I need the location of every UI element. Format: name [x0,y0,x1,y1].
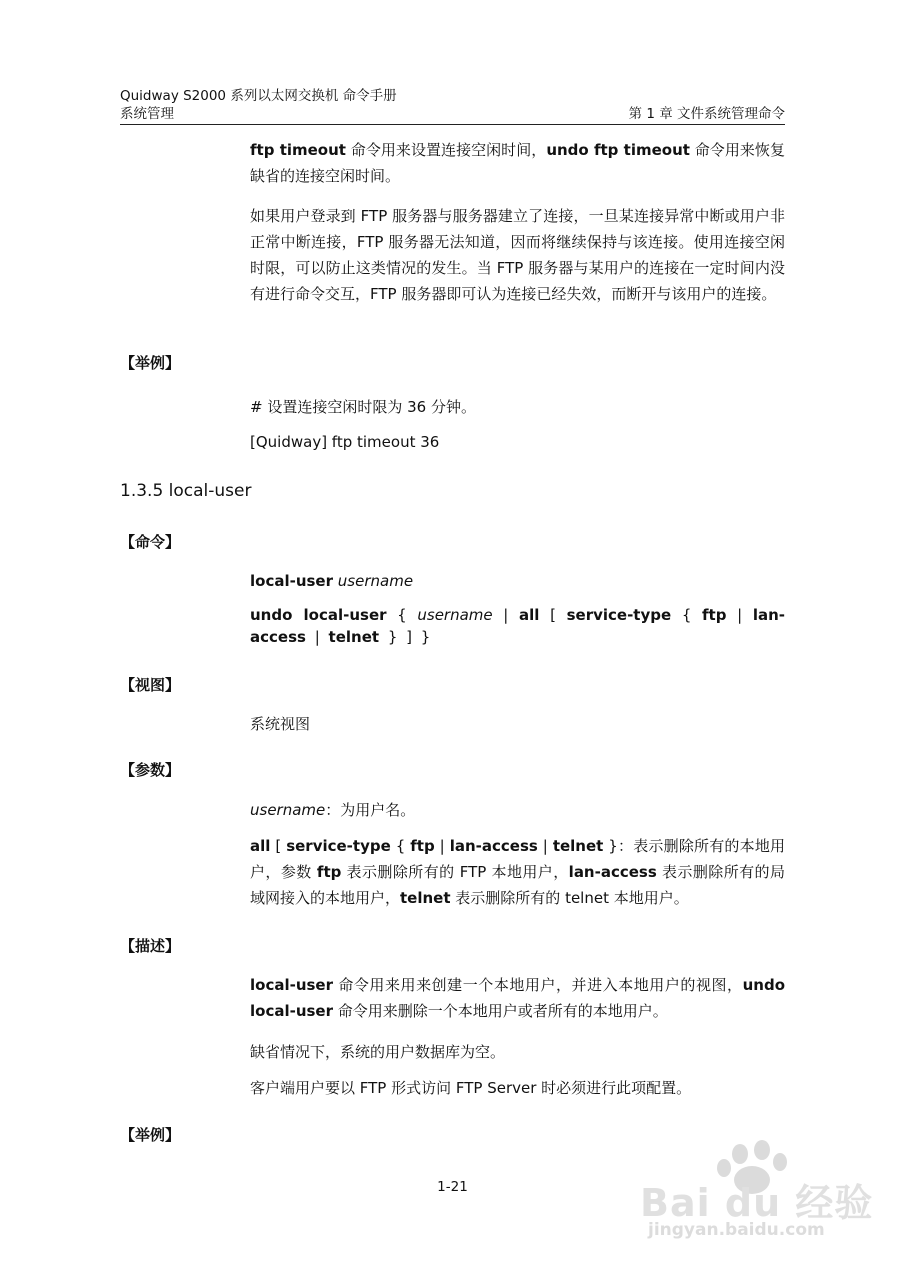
params-label: 【参数】 [120,761,181,779]
description-paragraph: local-user 命令用来用来创建一个本地用户，并进入本地用户的视图，undo local-user 命令用来删除一个本地用户或者所有的本地用户。 [250,976,785,1020]
description-label: 【描述】 [120,937,181,955]
command-syntax-2: undo local-user { username | all [ service-type { ftp | lan-access | telnet } ] } [250,606,786,646]
top-description [250,137,785,307]
header-rule [120,124,785,125]
watermark-brand: Bai du 经验 [640,1181,874,1225]
description-paragraph: 客户端用户要以 FTP 形式访问 FTP Server 时必须进行此项配置。 [250,1079,692,1097]
header-manual-title: Quidway S2000 系列以太网交换机 命令手册 [120,88,397,104]
example-label: 【举例】 [120,1126,181,1144]
section-title: 1.3.5 local-user [120,481,252,501]
command-syntax-1 [250,568,785,594]
keyword: ftp timeout [250,141,346,159]
watermark-url: jingyan.baidu.com [648,1220,825,1240]
keyword: local-user [250,572,334,590]
argument: username [337,572,414,590]
header-chapter-title: 第 1 章 文件系统管理命令 [628,106,785,122]
param-username: username：为用户名。 [250,801,416,819]
description-paragraph: ftp timeout 命令用来设置连接空闲时间，undo ftp timeout 命令用来恢复缺省的连接空闲时间。 [250,141,785,185]
page-number: 1-21 [437,1179,468,1195]
view-text: 系统视图 [250,715,311,733]
description-paragraph: 如果用户登录到 FTP 服务器与服务器建立了连接，一旦某连接异常中断或用户非正常中断连接，FTP 服务器无法知道，因而将继续保持与该连接。使用连接空闲时限，可以防止这类情况的发生。当 FTP 服务器与某用户的连接在一定时间内没有进行命令交互，FTP 服务器即可认为连接已经失效，而断开与该用户的连接。 [250,207,785,303]
command-label: 【命令】 [120,533,181,551]
argument: username [250,801,326,819]
example-comment: # 设置连接空闲时限为 36 分钟。 [250,398,476,416]
description-paragraph: 缺省情况下，系统的用户数据库为空。 [250,1043,506,1061]
example-command: [Quidway] ftp timeout 36 [250,433,440,451]
param-all: all [ service-type { ftp | lan-access | telnet }：表示删除所有的本地用户，参数 ftp 表示删除所有的 FTP 本地用户，lan-access 表示删除所有的局域网接入的本地用户，telnet 表示删除所有的 telnet 本地用户。 [250,837,786,907]
keyword: undo ftp timeout [546,141,690,159]
example-label: 【举例】 [120,354,181,372]
header-section-name: 系统管理 [120,106,174,122]
baidu-jingyan-watermark [640,1140,874,1245]
view-label: 【视图】 [120,676,181,694]
